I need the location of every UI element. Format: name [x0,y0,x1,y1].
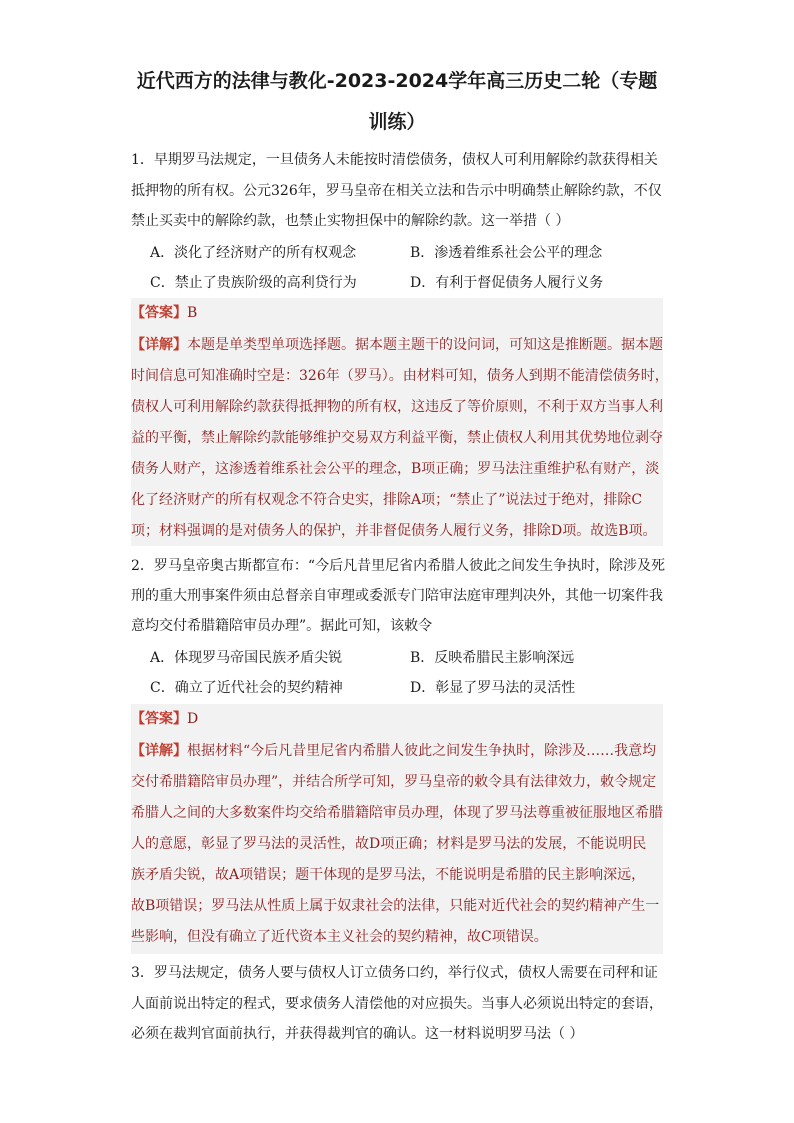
q1-option-d: D．有利于督促债务人履行义务 [410,275,604,291]
q3-stem-line: 3．罗马法规定，债务人要与债权人订立债务口约，举行仪式，债权人需要在司秤和证 [131,965,658,981]
q1-detail-line: 【详解】本题是单类型单项选择题。据本题主题干的设问词，可知这是推断题。据本题 [131,337,663,353]
q2-answer-value: D [187,711,199,727]
q2-answer-line [131,704,671,734]
q2-detail-line: 人的意愿，彰显了罗马法的灵活性，故D项正确；材料是罗马法的发展，不能说明民 [131,836,647,852]
q2-detail-line: 故B项错误；罗马法从性质上属于奴隶社会的法律，只能对近代社会的契约精神产生一 [131,898,660,914]
document-title-line-1: 近代西方的法律与教化-2023-2024学年高三历史二轮（专题 [136,70,658,92]
detail-tag: 【详解】 [131,337,187,353]
q1-answer-line [131,298,671,328]
q1-option-a: A．淡化了经济财产的所有权观念 [150,245,357,261]
q2-option-a: A．体现罗马帝国民族矛盾尖锐 [150,650,343,666]
detail-tag: 【详解】 [131,743,187,759]
q2-detail-line: 【详解】根据材料“今后凡昔里尼省内希腊人彼此之间发生争执时，除涉及……我意均 [131,743,657,759]
q1-detail-line: 时间信息可知准确时空是：326年（罗马）。由材料可知，债务人到期不能清偿债务时， [131,368,669,384]
q1-detail-line: 债权人可利用解除约款获得抵押物的所有权，这违反了等价原则，不利于双方当事人利 [131,399,663,415]
q2-option-b: B．反映希腊民主影响深远 [410,650,575,666]
q1-detail-line: 益的平衡，禁止解除约款能够维护交易双方利益平衡，禁止债权人利用其优势地位剥夺 [131,430,663,446]
q1-stem-line: 1．早期罗马法规定，一旦债务人未能按时清偿债务，债权人可利用解除约款获得相关 [131,152,658,168]
q3-stem-line: 必须在裁判官面前执行，并获得裁判官的确认。这一材料说明罗马法（ ） [131,1026,584,1042]
q1-answer-value: B [187,305,198,321]
q2-stem-line: 刑的重大刑事案件须由总督亲自审理或委派专门陪审法庭审理判决外，其他一切案件我 [131,588,663,604]
q2-detail-line: 交付希腊籍陪审员办理”，并结合所学可知，罗马皇帝的敕令具有法律效力，敕令规定 [131,774,657,790]
q3-stem-line: 人面前说出特定的程式，要求债务人清偿他的对应损失。当事人必须说出特定的套语， [131,996,663,1012]
q2-detail-line: 些影响，但没有确立了近代资本主义社会的契约精神，故C项错误。 [131,929,548,945]
q2-stem-line: 意均交付希腊籍陪审员办理”。据此可知，该敕令 [131,618,433,634]
q2-stem-line: 2．罗马皇帝奥古斯都宣布：“今后凡昔里尼省内希腊人彼此之间发生争执时，除涉及死 [131,558,666,574]
q1-stem-line: 抵押物的所有权。公元326年，罗马皇帝在相关立法和告示中明确禁止解除约款，不仅 [131,183,662,199]
q2-detail-line: 族矛盾尖锐，故A项错误；题干体现的是罗马法，不能说明是希腊的民主影响深远， [131,867,646,883]
q1-detail-line: 化了经济财产的所有权观念不符合史实，排除A项；“禁止了”说法过于绝对，排除C [131,492,643,508]
q1-option-b: B．渗透着维系社会公平的理念 [410,245,603,261]
q2-detail-line: 希腊人之间的大多数案件均交给希腊籍陪审员办理，体现了罗马法尊重被征服地区希腊 [131,805,663,821]
q1-detail-line: 债务人财产，这渗透着维系社会公平的理念，B项正确；罗马法注重维护私有财产，淡 [131,461,660,477]
answer-tag: 【答案】 [131,711,187,727]
q1-detail-line: 项；材料强调的是对债务人的保护，并非督促债务人履行义务，排除D项。故选B项。 [131,523,657,539]
answer-tag: 【答案】 [131,305,187,321]
q2-option-d: D．彰显了罗马法的灵活性 [410,680,576,696]
document-title-line-2: 训练） [368,111,426,133]
q1-stem-line: 禁止买卖中的解除约款，也禁止实物担保中的解除约款。这一举措（ ） [131,213,570,229]
q1-option-c: C．禁止了贵族阶级的高利贷行为 [150,275,357,291]
q2-option-c: C．确立了近代社会的契约精神 [150,680,343,696]
